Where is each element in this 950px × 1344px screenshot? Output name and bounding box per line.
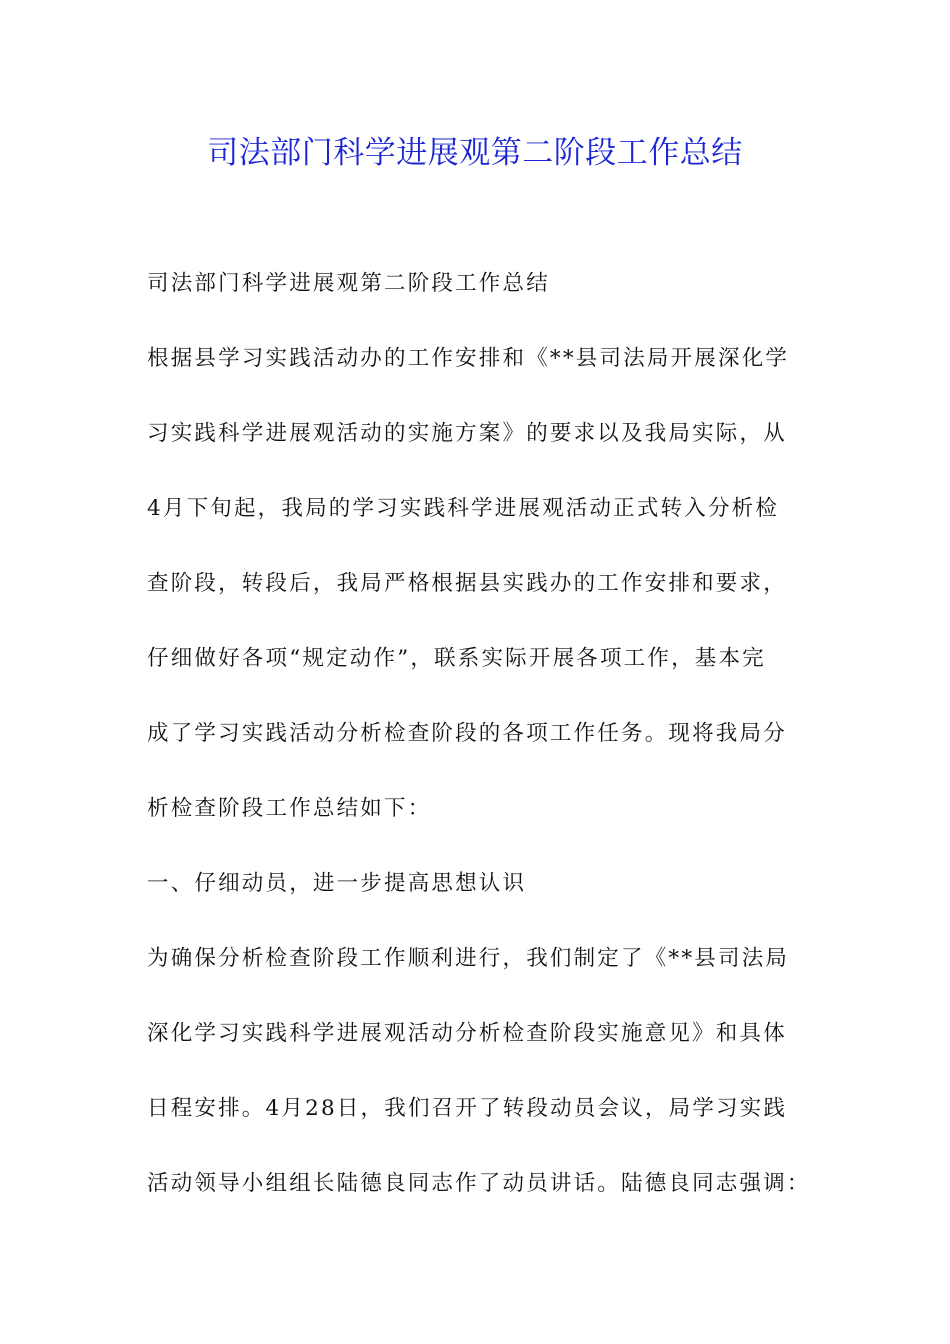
paragraph-line: 成了学习实践活动分析检查阶段的各项工作任务。现将我局分 <box>147 721 787 746</box>
paragraph-line: 日程安排。4月28日，我们召开了转段动员会议，局学习实践 <box>147 1096 788 1121</box>
paragraph-line: 为确保分析检查阶段工作顺利进行，我们制定了《**县司法局 <box>147 946 790 971</box>
paragraph-line: 深化学习实践科学进展观活动分析检查阶段实施意见》和具体 <box>147 1021 787 1046</box>
paragraph-line: 查阶段，转段后，我局严格根据县实践办的工作安排和要求， <box>147 571 787 596</box>
paragraph-line: 活动领导小组组长陆德良同志作了动员讲话。陆德良同志强调： <box>147 1171 811 1196</box>
subtitle-line: 司法部门科学进展观第二阶段工作总结 <box>147 271 550 296</box>
paragraph-line: 习实践科学进展观活动的实施方案》的要求以及我局实际，从 <box>147 421 787 446</box>
paragraph-line: 析检查阶段工作总结如下： <box>147 796 432 821</box>
paragraph-line: 仔细做好各项“规定动作”，联系实际开展各项工作，基本完 <box>147 646 766 671</box>
section-heading: 一、仔细动员，进一步提高思想认识 <box>147 871 527 896</box>
document-title: 司法部门科学进展观第二阶段工作总结 <box>207 135 743 171</box>
paragraph-line: 根据县学习实践活动办的工作安排和《**县司法局开展深化学 <box>147 346 790 371</box>
paragraph-line: 4月下旬起，我局的学习实践科学进展观活动正式转入分析检 <box>147 496 780 521</box>
